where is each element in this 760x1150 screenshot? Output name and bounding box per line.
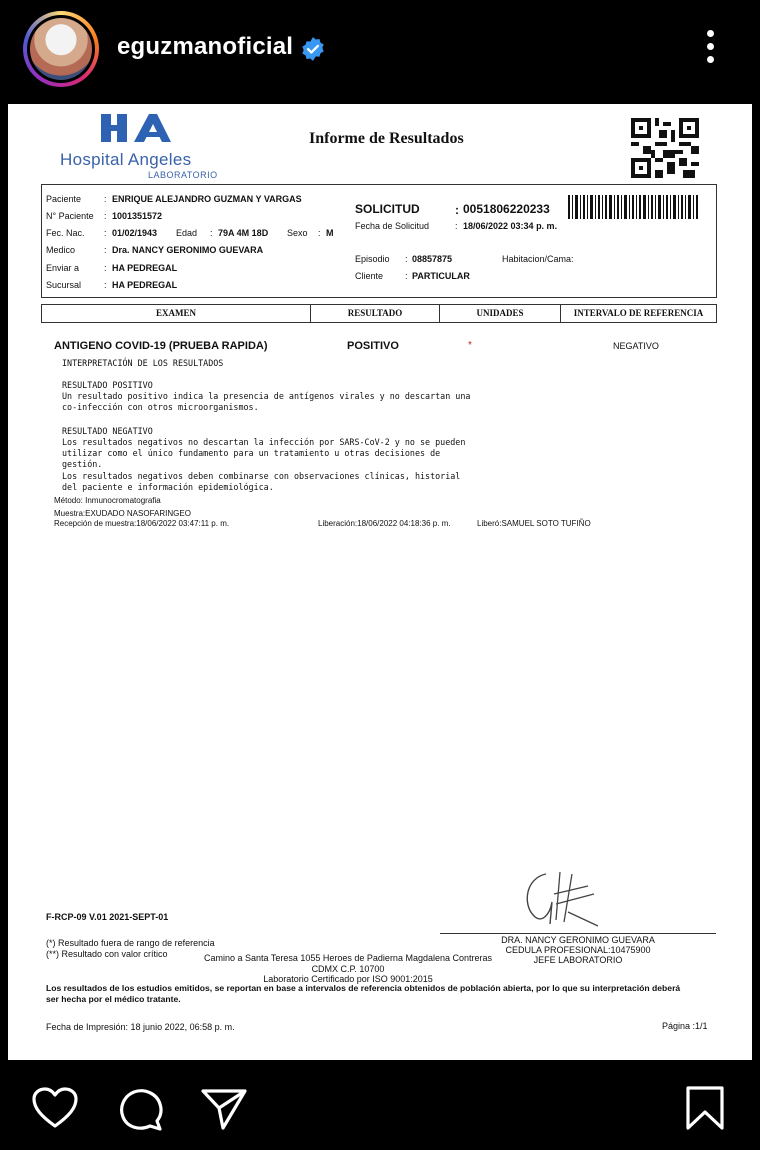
- request-date: 18/06/2022 03:34 p. m.: [463, 221, 558, 231]
- label-npaciente: N° Paciente: [46, 211, 94, 221]
- label-edad: Edad: [176, 228, 198, 238]
- share-icon[interactable]: [200, 1086, 248, 1132]
- label-episodio: Episodio: [355, 254, 390, 264]
- lab-report-document: [8, 104, 752, 1060]
- released-by: Liberó:SAMUEL SOTO TUFIÑO: [477, 519, 591, 528]
- lab-name: LABORATORIO: [148, 170, 218, 180]
- negative-line-2: utilizar como el único fundamento para un tratamiento u otras decisiones de: [62, 448, 441, 458]
- method: Método: Inmunocromatografia: [54, 496, 161, 505]
- positive-line-1: Un resultado positivo indica la presencia de antígenos virales y no descartan una: [62, 391, 471, 401]
- interpretation-title: INTERPRETACIÓN DE LOS RESULTADOS: [62, 358, 224, 368]
- negative-title: RESULTADO NEGATIVO: [62, 426, 153, 436]
- save-icon[interactable]: [685, 1085, 725, 1131]
- verified-badge-icon: [300, 36, 326, 62]
- post-actions-bar: [0, 1060, 760, 1150]
- age: 79A 4M 18D: [218, 228, 269, 238]
- disclaimer: Los resultados de los estudios emitidos, se reportan en base a intervalos de referencia obtenidos de población abierta, por lo que su interpretación deberá ser hecha por el médico tratante.: [46, 983, 681, 1004]
- form-code: F-RCP-09 V.01 2021-SEPT-01: [46, 912, 169, 922]
- hospital-name: Hospital Angeles: [60, 150, 192, 169]
- col-intervalo: INTERVALO DE REFERENCIA: [573, 308, 704, 318]
- label-habitacion: Habitacion/Cama:: [502, 254, 574, 264]
- reception-date: Recepción de muestra:18/06/2022 03:47:11 p. m.: [54, 519, 230, 528]
- positive-title: RESULTADO POSITIVO: [62, 380, 153, 390]
- sex: M: [326, 228, 334, 238]
- profile-avatar[interactable]: [23, 11, 99, 87]
- comment-icon[interactable]: [117, 1085, 165, 1133]
- patient-info-box: Paciente : ENRIQUE ALEJANDRO GUZMAN Y VARGAS N° Paciente : 1001351572 Fec. Nac. : 01/02/1943 Edad : 79A 4M 18D Sexo : M Medico : Dra. NANCY GERONIMO GUEVARA Enviar a : HA PEDREGAL Sucursal : HA PEDREGAL SOLICITUD : 0051806220233 Fecha de Solicitud : 18/06/2022 03:34 p. m. Episodio : 08857875 Habitacion/Cama: Cliente : PARTICULAR: [41, 184, 717, 298]
- exam-name: ANTIGENO COVID-19 (PRUEBA RAPIDA): [54, 340, 268, 352]
- results-table-header: [41, 304, 717, 323]
- request-number: 0051806220233: [463, 202, 550, 216]
- negative-line-1: Los resultados negativos no descartan la infección por SARS-CoV-2 y no se pueden: [62, 437, 466, 447]
- client: PARTICULAR: [412, 271, 470, 281]
- certification: Laboratorio Certificado por ISO 9001:2015: [263, 974, 433, 984]
- label-solicitud: SOLICITUD: [355, 202, 420, 216]
- col-unidades: UNIDADES: [476, 308, 524, 318]
- address-line-1: Camino a Santa Teresa 1055 Heroes de Padierna Magdalena Contreras: [203, 953, 492, 963]
- legend-out-of-range: (*) Resultado fuera de rango de referencia: [46, 938, 215, 948]
- send-to: HA PEDREGAL: [112, 263, 178, 273]
- sample: Muestra:EXUDADO NASOFARINGEO: [54, 509, 191, 518]
- label-paciente: Paciente: [46, 194, 82, 204]
- release-date: Liberación:18/06/2022 04:18:36 p. m.: [318, 519, 451, 528]
- lab-address: [183, 953, 513, 985]
- label-enviar: Enviar a: [46, 263, 80, 273]
- hospital-logo-icon: [101, 112, 173, 144]
- signer-role: JEFE LABORATORIO: [533, 955, 623, 965]
- barcode-icon: [568, 195, 698, 219]
- signer-cedula: CEDULA PROFESIONAL:10475900: [505, 945, 651, 955]
- birth-date: 01/02/1943: [112, 228, 158, 238]
- signer-name: DRA. NANCY GERONIMO GUEVARA: [501, 935, 655, 945]
- label-sexo: Sexo: [287, 228, 308, 238]
- col-resultado: RESULTADO: [347, 308, 403, 318]
- negative-line-4: Los resultados negativos deben combinarse con observaciones clínicas, historial: [62, 471, 461, 481]
- patient-number: 1001351572: [112, 211, 163, 221]
- more-options-icon[interactable]: [700, 30, 720, 70]
- like-icon[interactable]: [31, 1086, 79, 1130]
- address-line-2: CDMX C.P. 10700: [311, 963, 385, 974]
- negative-line-5: del paciente e información epidemiológica.: [62, 482, 274, 492]
- positive-line-2: co-infección con otros microorganismos.: [62, 402, 259, 412]
- label-fecnac: Fec. Nac.: [46, 228, 85, 238]
- post-header: [0, 0, 760, 104]
- page-number: Página :1/1: [662, 1021, 708, 1031]
- label-medico: Medico: [46, 245, 76, 255]
- out-of-range-flag: *: [468, 340, 472, 351]
- label-sucursal: Sucursal: [46, 280, 82, 290]
- signature-icon: [516, 864, 606, 930]
- username[interactable]: eguzmanoficial: [117, 33, 294, 60]
- exam-result: POSITIVO: [347, 340, 399, 352]
- report-title: Informe de Resultados: [309, 130, 464, 147]
- legend-critical: (**) Resultado con valor crítico: [46, 949, 168, 959]
- branch: HA PEDREGAL: [112, 280, 178, 290]
- signature-line: [440, 933, 716, 934]
- qr-code-icon: [631, 117, 699, 179]
- reference-interval: NEGATIVO: [613, 341, 659, 351]
- negative-line-3: gestión.: [62, 459, 103, 469]
- col-examen: EXAMEN: [156, 308, 196, 318]
- doctor-name: Dra. NANCY GERONIMO GUEVARA: [112, 245, 264, 255]
- label-cliente: Cliente: [355, 271, 384, 281]
- print-date: Fecha de Impresión: 18 junio 2022, 06:58 p. m.: [46, 1022, 235, 1032]
- episode: 08857875: [412, 254, 453, 264]
- patient-name: ENRIQUE ALEJANDRO GUZMAN Y VARGAS: [112, 194, 302, 204]
- label-fecha-solicitud: Fecha de Solicitud: [355, 221, 430, 231]
